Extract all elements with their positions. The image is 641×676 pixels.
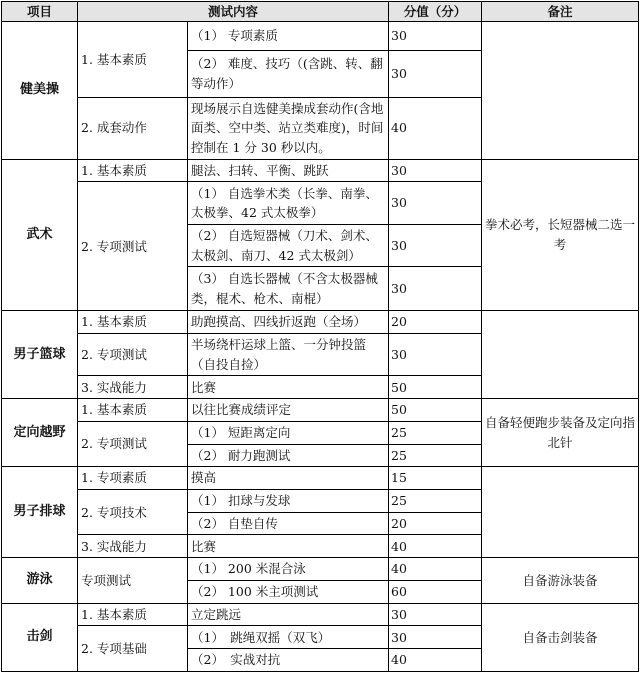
table-row	[2, 399, 639, 422]
project-cell: 定向越野	[2, 399, 78, 467]
item-cell: 以往比赛成绩评定	[188, 399, 389, 422]
category-cell: 1. 基本素质	[78, 311, 188, 334]
score-cell: 30	[389, 626, 482, 649]
project-cell: 游泳	[2, 558, 78, 603]
score-cell: 25	[389, 444, 482, 467]
project-cell: 男子篮球	[2, 311, 78, 399]
item-cell: 助跑摸高、四线折返跑（全场）	[188, 311, 389, 334]
note-cell	[482, 22, 639, 159]
category-cell: 1. 基本素质	[78, 159, 188, 182]
note-cell: 自备轻便跑步装备及定向指北针	[482, 399, 639, 467]
score-table	[1, 1, 639, 672]
header-project: 项目	[2, 2, 78, 22]
score-cell: 30	[389, 159, 482, 182]
item-cell: 现场展示自选健美操成套动作(含地面类、空中类、站立类难度)，时间控制在 1 分 30 秒以内。	[188, 97, 389, 159]
note-cell	[482, 311, 639, 399]
score-cell: 20	[389, 512, 482, 535]
project-cell: 武术	[2, 159, 78, 310]
category-cell: 2. 专项测试	[78, 182, 188, 311]
category-cell: 3. 实战能力	[78, 535, 188, 558]
item-cell: 半场绕杆运球上篮、一分钟投篮（自投自捡）	[188, 333, 389, 376]
category-cell: 3. 实战能力	[78, 376, 188, 399]
item-cell: （1） 短距离定向	[188, 421, 389, 444]
header-content: 测试内容	[78, 2, 389, 22]
category-cell: 1. 基本素质	[78, 22, 188, 97]
item-cell: 立定跳远	[188, 603, 389, 626]
score-cell: 40	[389, 535, 482, 558]
score-cell: 30	[389, 182, 482, 224]
table-row	[2, 159, 639, 182]
score-cell: 30	[389, 267, 482, 311]
item-cell: （3） 自选长器械（不含太极器械类，棍术、枪术、南棍）	[188, 267, 389, 311]
item-cell: （1） 自选拳术类（长拳、南拳、太极拳、42 式太极拳）	[188, 182, 389, 224]
item-cell: （1） 200 米混合泳	[188, 558, 389, 581]
item-cell: 摸高	[188, 467, 389, 490]
category-cell: 1. 专项素质	[78, 467, 188, 490]
score-cell: 30	[389, 224, 482, 267]
score-cell: 30	[389, 333, 482, 376]
project-cell: 健美操	[2, 22, 78, 159]
table-body	[2, 22, 639, 672]
score-cell: 25	[389, 490, 482, 513]
item-cell: （2） 难度、技巧（(含跳、转、翻等动作）	[188, 50, 389, 97]
score-cell: 40	[389, 97, 482, 159]
score-cell: 30	[389, 22, 482, 50]
category-cell: 1. 基本素质	[78, 399, 188, 422]
item-cell: （2） 耐力跑测试	[188, 444, 389, 467]
category-cell: 2. 专项测试	[78, 421, 188, 466]
table-row	[2, 311, 639, 334]
project-cell: 击剑	[2, 603, 78, 671]
score-cell: 50	[389, 376, 482, 399]
score-cell: 40	[389, 558, 482, 581]
item-cell: （2） 实战对抗	[188, 649, 389, 672]
note-cell: 自备游泳装备	[482, 558, 639, 603]
note-cell	[482, 467, 639, 558]
item-cell: 比赛	[188, 376, 389, 399]
score-cell: 40	[389, 649, 482, 672]
category-cell: 2. 专项基础	[78, 626, 188, 672]
item-cell: （1） 专项素质	[188, 22, 389, 50]
score-cell: 30	[389, 50, 482, 97]
item-cell: （1） 跳绳双摇（双飞）	[188, 626, 389, 649]
item-cell: （2） 自垫自传	[188, 512, 389, 535]
score-cell: 50	[389, 399, 482, 422]
header-row	[2, 2, 639, 22]
score-cell: 30	[389, 603, 482, 626]
category-cell: 2. 专项技术	[78, 490, 188, 535]
item-cell: 比赛	[188, 535, 389, 558]
score-cell: 20	[389, 311, 482, 334]
score-cell: 25	[389, 421, 482, 444]
category-cell: 专项测试	[78, 558, 188, 603]
item-cell: （2） 自选短器械（刀术、剑术、太极剑、南刀、42 式太极剑）	[188, 224, 389, 267]
item-cell: （1） 扣球与发球	[188, 490, 389, 513]
note-cell: 拳术必考，长短器械二选一考	[482, 159, 639, 310]
project-cell: 男子排球	[2, 467, 78, 558]
category-cell: 2. 专项测试	[78, 333, 188, 376]
item-cell: （2） 100 米主项测试	[188, 580, 389, 603]
header-score: 分值（分）	[389, 2, 482, 22]
score-cell: 60	[389, 580, 482, 603]
header-note: 备注	[482, 2, 639, 22]
table-row	[2, 467, 639, 490]
table-row	[2, 603, 639, 626]
item-cell: 腿法、扫转、平衡、跳跃	[188, 159, 389, 182]
table-row	[2, 22, 639, 50]
note-cell: 自备击剑装备	[482, 603, 639, 671]
category-cell: 1. 基本素质	[78, 603, 188, 626]
table-row	[2, 558, 639, 581]
score-cell: 15	[389, 467, 482, 490]
category-cell: 2. 成套动作	[78, 97, 188, 159]
